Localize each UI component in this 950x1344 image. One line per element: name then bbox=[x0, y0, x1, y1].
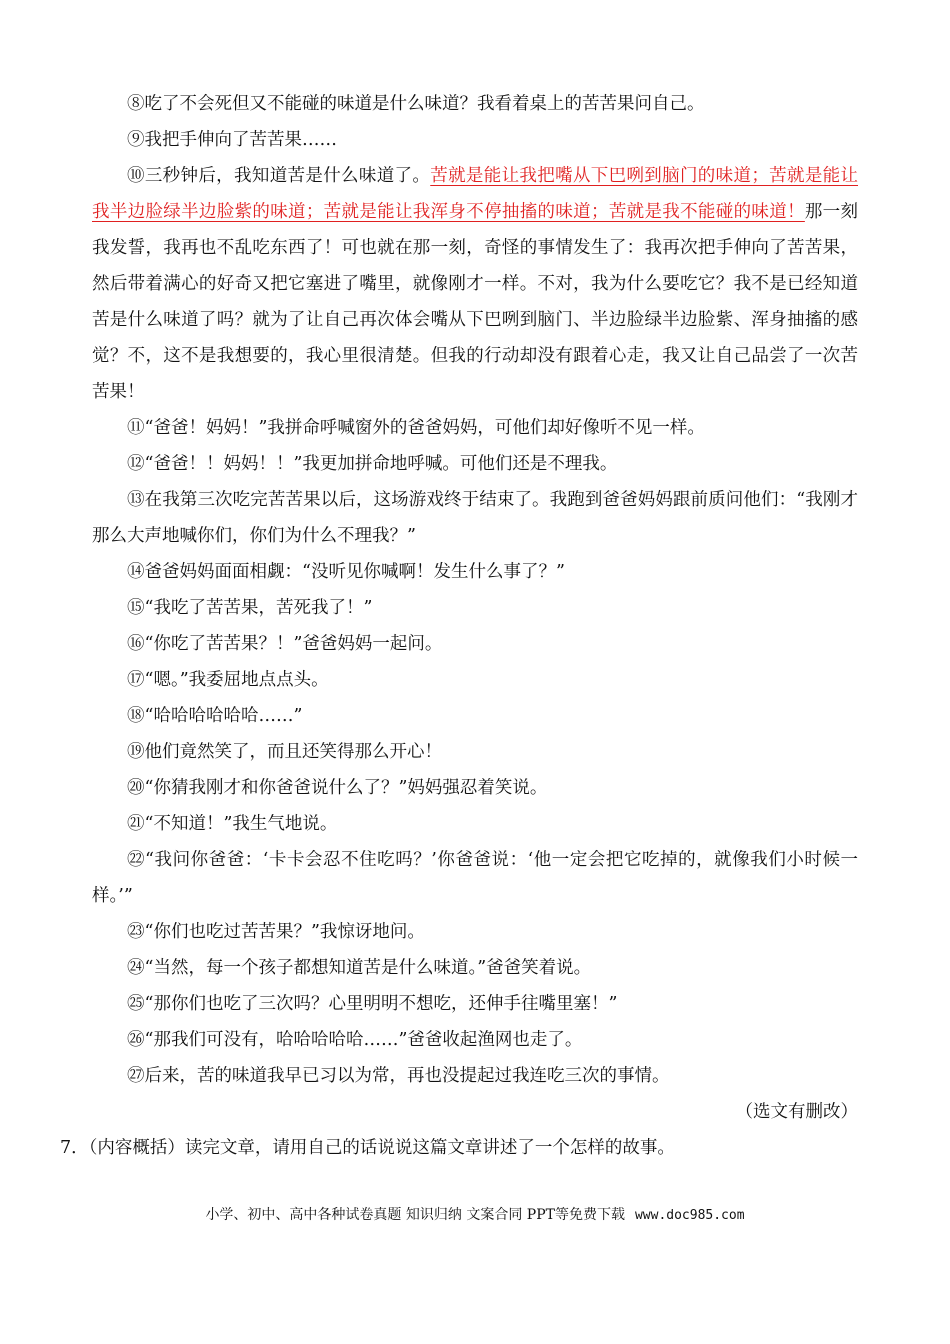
footer-url[interactable]: www.doc985.com bbox=[634, 1208, 745, 1223]
paragraph-9: ⑨我把手伸向了苦苦果…… bbox=[127, 130, 337, 150]
paragraph-21: ㉑“不知道！”我生气地说。 bbox=[127, 814, 338, 834]
footer-text: 小学、初中、高中各种试卷真题 知识归纳 文案合同 PPT等免费下载 bbox=[205, 1207, 625, 1223]
paragraph-24: ㉔“当然，每一个孩子都想知道苦是什么味道。”爸爸笑着说。 bbox=[127, 958, 592, 978]
paragraph-10-rest: 那一刻我发誓，我再也不乱吃东西了！可也就在那一刻，奇怪的事情发生了：我再次把手伸向了苦苦果，然后带着满心的好奇又把它塞进了嘴里，就像刚才一样。不对，我为什么要吃它？我不是已经知道苦是什么味道了吗？就为了让自己再次体会嘴从下巴咧到脑门、半边脸绿半边脸紫、浑身抽搐的感觉？不，这不是我想要的，我心里很清楚。但我的行动却没有跟着心走，我又让自己品尝了一次苦苦果！ bbox=[92, 202, 859, 402]
paragraph-11: ⑪“爸爸！妈妈！”我拼命呼喊窗外的爸爸妈妈，可他们却好像听不见一样。 bbox=[127, 418, 705, 438]
paragraph-10 bbox=[92, 158, 858, 410]
paragraph-17: ⑰“嗯。”我委屈地点点头。 bbox=[127, 670, 329, 690]
paragraph-15: ⑮“我吃了苦苦果，苦死我了！” bbox=[127, 598, 373, 618]
paragraph-25: ㉕“那你们也吃了三次吗？心里明明不想吃，还伸手往嘴里塞！” bbox=[127, 994, 618, 1014]
paragraph-16: ⑯“你吃了苦苦果？！”爸爸妈妈一起问。 bbox=[127, 634, 443, 654]
paragraph-23: ㉓“你们也吃过苦苦果？”我惊讶地问。 bbox=[127, 922, 425, 942]
paragraph-12: ⑫“爸爸！！妈妈！！”我更加拼命地呼喊。可他们还是不理我。 bbox=[127, 454, 618, 474]
source-note: （选文有删改） bbox=[735, 1102, 858, 1122]
paragraph-19: ⑲他们竟然笑了，而且还笑得那么开心！ bbox=[127, 742, 442, 762]
paragraph-26: ㉖“那我们可没有，哈哈哈哈哈……”爸爸收起渔网也走了。 bbox=[127, 1030, 583, 1050]
highlighted-sentence: 苦就是能让我把嘴从下巴咧到脑门的味道；苦就是能让我半边脸绿半边脸紫的味道；苦就是能让我浑身不停抽搐的味道；苦就是我不能碰的味道！ bbox=[92, 166, 859, 222]
article-body bbox=[60, 86, 859, 1166]
paragraph-20: ⑳“你猜我刚才和你爸爸说什么了？”妈妈强忍着笑说。 bbox=[127, 778, 548, 798]
paragraph-10-start: ⑩三秒钟后，我知道苦是什么味道了。 bbox=[127, 166, 431, 186]
paragraph-27: ㉗后来，苦的味道我早已习以为常，再也没提起过我连吃三次的事情。 bbox=[127, 1066, 670, 1086]
paragraph-8: ⑧吃了不会死但又不能碰的味道是什么味道？我看着桌上的苦苦果问自己。 bbox=[127, 94, 705, 114]
paragraph-14: ⑭爸爸妈妈面面相觑：“没听见你喊啊！发生什么事了？” bbox=[127, 562, 565, 582]
question-7: 7．（内容概括）读完文章，请用自己的话说说这篇文章讲述了一个怎样的故事。 bbox=[60, 1138, 675, 1158]
paragraph-13: ⑬在我第三次吃完苦苦果以后，这场游戏终于结束了。我跑到爸爸妈妈跟前质问他们：“我刚才那么大声地喊你们，你们为什么不理我？” bbox=[92, 490, 858, 546]
page-footer bbox=[0, 1205, 950, 1226]
paragraph-18: ⑱“哈哈哈哈哈哈……” bbox=[127, 706, 303, 726]
paragraph-22: ㉒“我问你爸爸：‘卡卡会忍不住吃吗？’你爸爸说：‘他一定会把它吃掉的，就像我们小时候一样。’” bbox=[92, 850, 858, 906]
